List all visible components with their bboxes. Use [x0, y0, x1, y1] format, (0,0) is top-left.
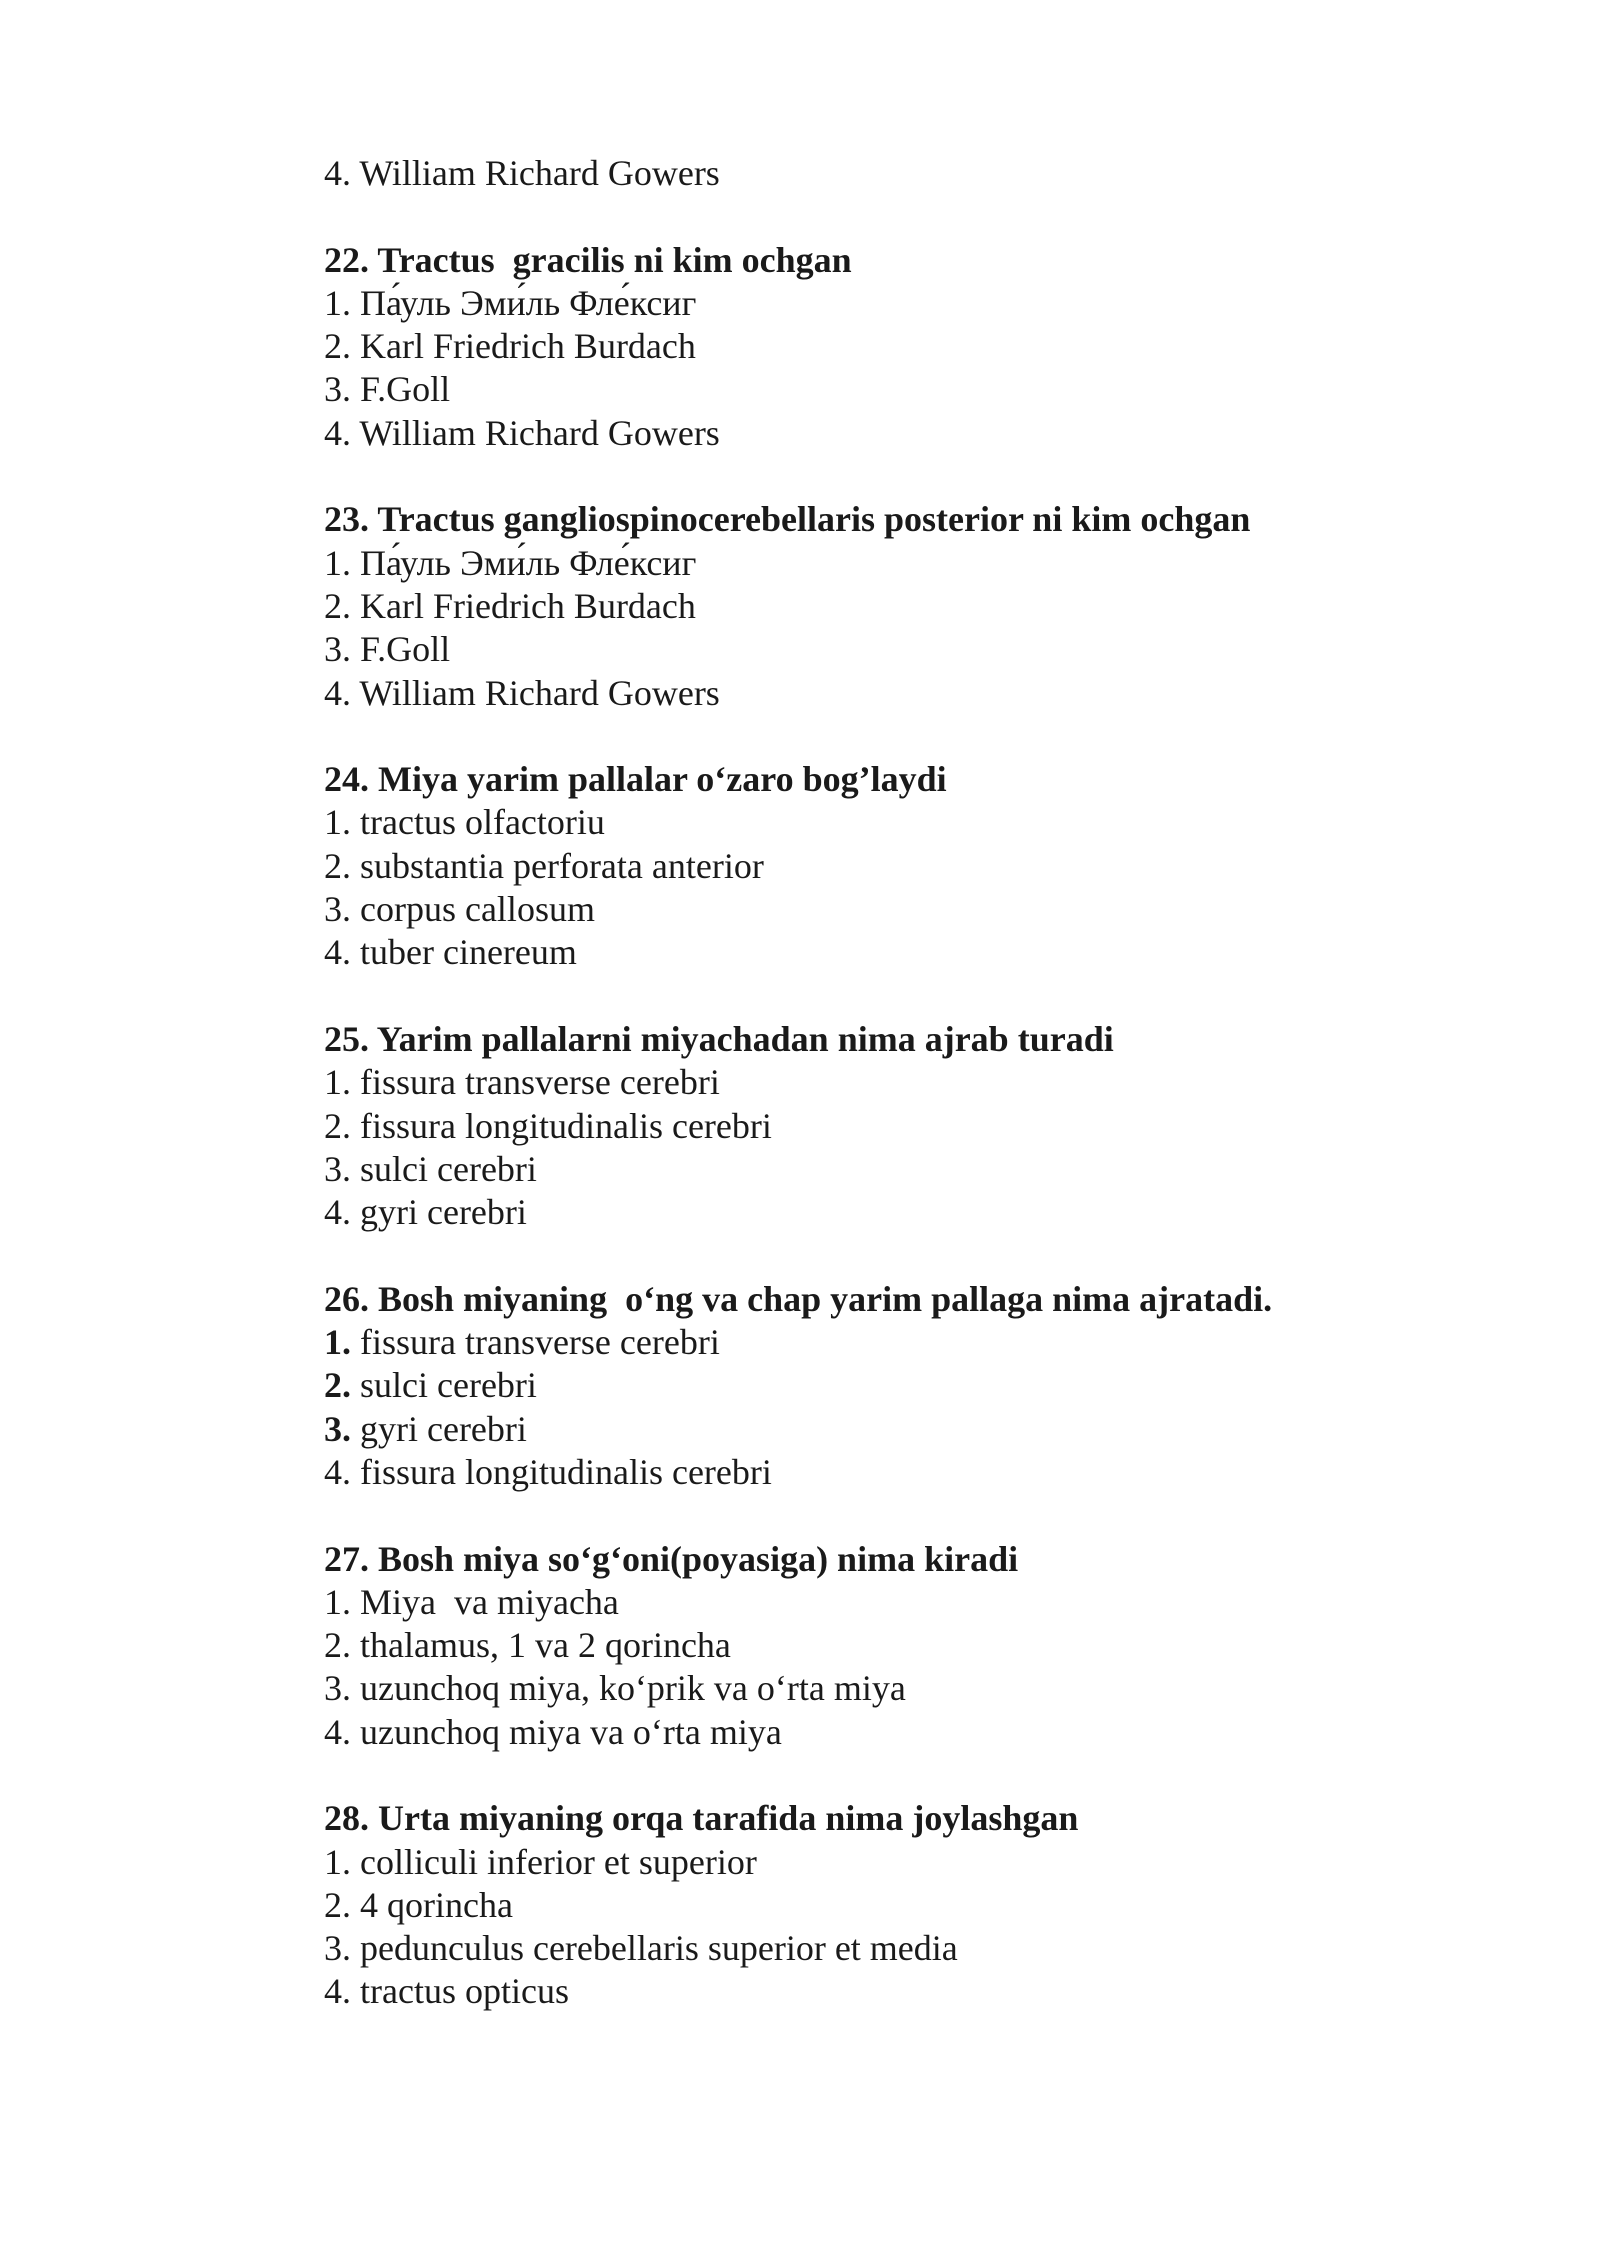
- option-line: [324, 845, 1484, 888]
- option-line: [324, 1624, 1484, 1667]
- option-line: [324, 1061, 1484, 1104]
- option-text: fissura transverse cerebri: [360, 1062, 720, 1103]
- option-line: [324, 1105, 1484, 1148]
- option-line: [324, 931, 1484, 974]
- option-line: [324, 1884, 1484, 1927]
- option-number: 1.: [324, 802, 351, 843]
- blank-line: [324, 975, 1484, 1018]
- option-line: [324, 1364, 1484, 1407]
- option-text: tractus opticus: [360, 1971, 569, 2012]
- option-number: 3.: [324, 1148, 351, 1189]
- option-text: Па́уль Эми́ль Фле́ксиг: [360, 282, 697, 323]
- option-number: 3.: [324, 629, 351, 670]
- option-number: 3.: [324, 1928, 351, 1969]
- option-text: William Richard Gowers: [359, 412, 720, 453]
- question-title: 28. Urta miyaning orqa tarafida nima joylashgan: [324, 1798, 1079, 1839]
- question-title: 22. Tractus gracilis ni kim ochgan: [324, 239, 852, 280]
- option-text: uzunchoq miya, ko‘prik va o‘rta miya: [360, 1668, 906, 1709]
- question-title: 27. Bosh miya so‘g‘oni(poyasiga) nima kiradi: [324, 1538, 1019, 1579]
- option-number: 4.: [324, 153, 351, 193]
- option-text: 4 qorincha: [360, 1884, 513, 1925]
- option-line: [324, 585, 1484, 628]
- option-text: sulci cerebri: [360, 1148, 537, 1189]
- blank-line: [324, 1234, 1484, 1277]
- option-number: 2.: [324, 1884, 351, 1925]
- option-line: [324, 368, 1484, 411]
- blank-line: [324, 715, 1484, 758]
- blank-line: [324, 1494, 1484, 1537]
- option-line: [324, 1970, 1484, 2013]
- option-number: 4.: [324, 1451, 351, 1492]
- question-block: [324, 1018, 1484, 1234]
- option-number: 2.: [324, 845, 351, 886]
- option-number: 3.: [324, 889, 351, 930]
- option-line: [324, 1148, 1484, 1191]
- option-line: [324, 325, 1484, 368]
- option-line: [324, 1408, 1484, 1451]
- option-number: 2.: [324, 1105, 351, 1146]
- question-list: [324, 195, 1484, 2013]
- option-number: 2.: [324, 585, 351, 626]
- option-number: 2.: [324, 1625, 351, 1666]
- option-number: 4.: [324, 1971, 351, 2012]
- option-line: [324, 801, 1484, 844]
- option-number: 3.: [324, 369, 351, 410]
- option-text: pedunculus cerebellaris superior et media: [360, 1928, 958, 1969]
- blank-line: [324, 455, 1484, 498]
- option-number: 4.: [324, 1192, 351, 1233]
- option-number: 4.: [324, 1711, 351, 1752]
- option-number: 3.: [324, 1668, 351, 1709]
- question-block: [324, 498, 1484, 714]
- option-text: Karl Friedrich Burdach: [360, 326, 696, 367]
- blank-line: [324, 1754, 1484, 1797]
- option-text: William Richard Gowers: [359, 153, 720, 193]
- option-number: 4.: [324, 932, 351, 973]
- option-number: 2.: [324, 1365, 351, 1406]
- question-block: [324, 1278, 1484, 1494]
- option-number: 1.: [324, 1581, 351, 1622]
- option-text: gyri cerebri: [360, 1408, 527, 1449]
- question-block: [324, 1538, 1484, 1754]
- option-line: [324, 1321, 1484, 1364]
- option-text: gyri cerebri: [360, 1192, 527, 1233]
- option-text: sulci cerebri: [360, 1365, 537, 1406]
- option-number: 1.: [324, 542, 351, 583]
- option-line: [324, 542, 1484, 585]
- option-line: [324, 628, 1484, 671]
- option-text: colliculi inferior et superior: [360, 1841, 757, 1882]
- option-text: corpus callosum: [360, 889, 595, 930]
- question-block: [324, 239, 1484, 455]
- option-line: [324, 672, 1484, 715]
- option-text: William Richard Gowers: [359, 672, 720, 713]
- lead-option-line: [324, 152, 1484, 195]
- option-number: 1.: [324, 282, 351, 323]
- quiz-content: [324, 152, 1484, 2014]
- option-text: fissura transverse cerebri: [360, 1322, 720, 1363]
- question-block: [324, 758, 1484, 974]
- option-text: uzunchoq miya va o‘rta miya: [360, 1711, 782, 1752]
- question-block: [324, 1797, 1484, 2013]
- option-line: [324, 1451, 1484, 1494]
- option-text: fissura longitudinalis cerebri: [360, 1451, 772, 1492]
- option-number: 1.: [324, 1322, 351, 1363]
- option-line: [324, 1667, 1484, 1710]
- option-line: [324, 412, 1484, 455]
- question-title: 23. Tractus gangliospinocerebellaris posterior ni kim ochgan: [324, 499, 1251, 540]
- option-line: [324, 1711, 1484, 1754]
- option-line: [324, 1841, 1484, 1884]
- option-line: [324, 1581, 1484, 1624]
- option-number: 4.: [324, 412, 351, 453]
- option-text: substantia perforata anterior: [360, 845, 764, 886]
- option-line: [324, 1191, 1484, 1234]
- question-title: 25. Yarim pallalarni miyachadan nima ajrab turadi: [324, 1018, 1114, 1059]
- option-text: Па́уль Эми́ль Фле́ксиг: [360, 542, 697, 583]
- question-title: 26. Bosh miyaning o‘ng va chap yarim pallaga nima ajratadi.: [324, 1278, 1273, 1319]
- option-text: Miya va miyacha: [360, 1581, 619, 1622]
- option-line: [324, 888, 1484, 931]
- option-text: tuber cinereum: [360, 932, 577, 973]
- option-number: 4.: [324, 672, 351, 713]
- question-title: 24. Miya yarim pallalar o‘zaro bog’laydi: [324, 759, 947, 800]
- option-text: F.Goll: [360, 369, 451, 410]
- option-line: [324, 1927, 1484, 1970]
- option-text: thalamus, 1 va 2 qorincha: [360, 1625, 731, 1666]
- option-number: 2.: [324, 326, 351, 367]
- option-number: 1.: [324, 1841, 351, 1882]
- option-line: [324, 282, 1484, 325]
- option-text: F.Goll: [360, 629, 451, 670]
- option-number: 1.: [324, 1062, 351, 1103]
- option-number: 3.: [324, 1408, 351, 1449]
- option-text: Karl Friedrich Burdach: [360, 585, 696, 626]
- option-text: fissura longitudinalis cerebri: [360, 1105, 772, 1146]
- blank-line: [324, 195, 1484, 238]
- option-text: tractus olfactoriu: [360, 802, 605, 843]
